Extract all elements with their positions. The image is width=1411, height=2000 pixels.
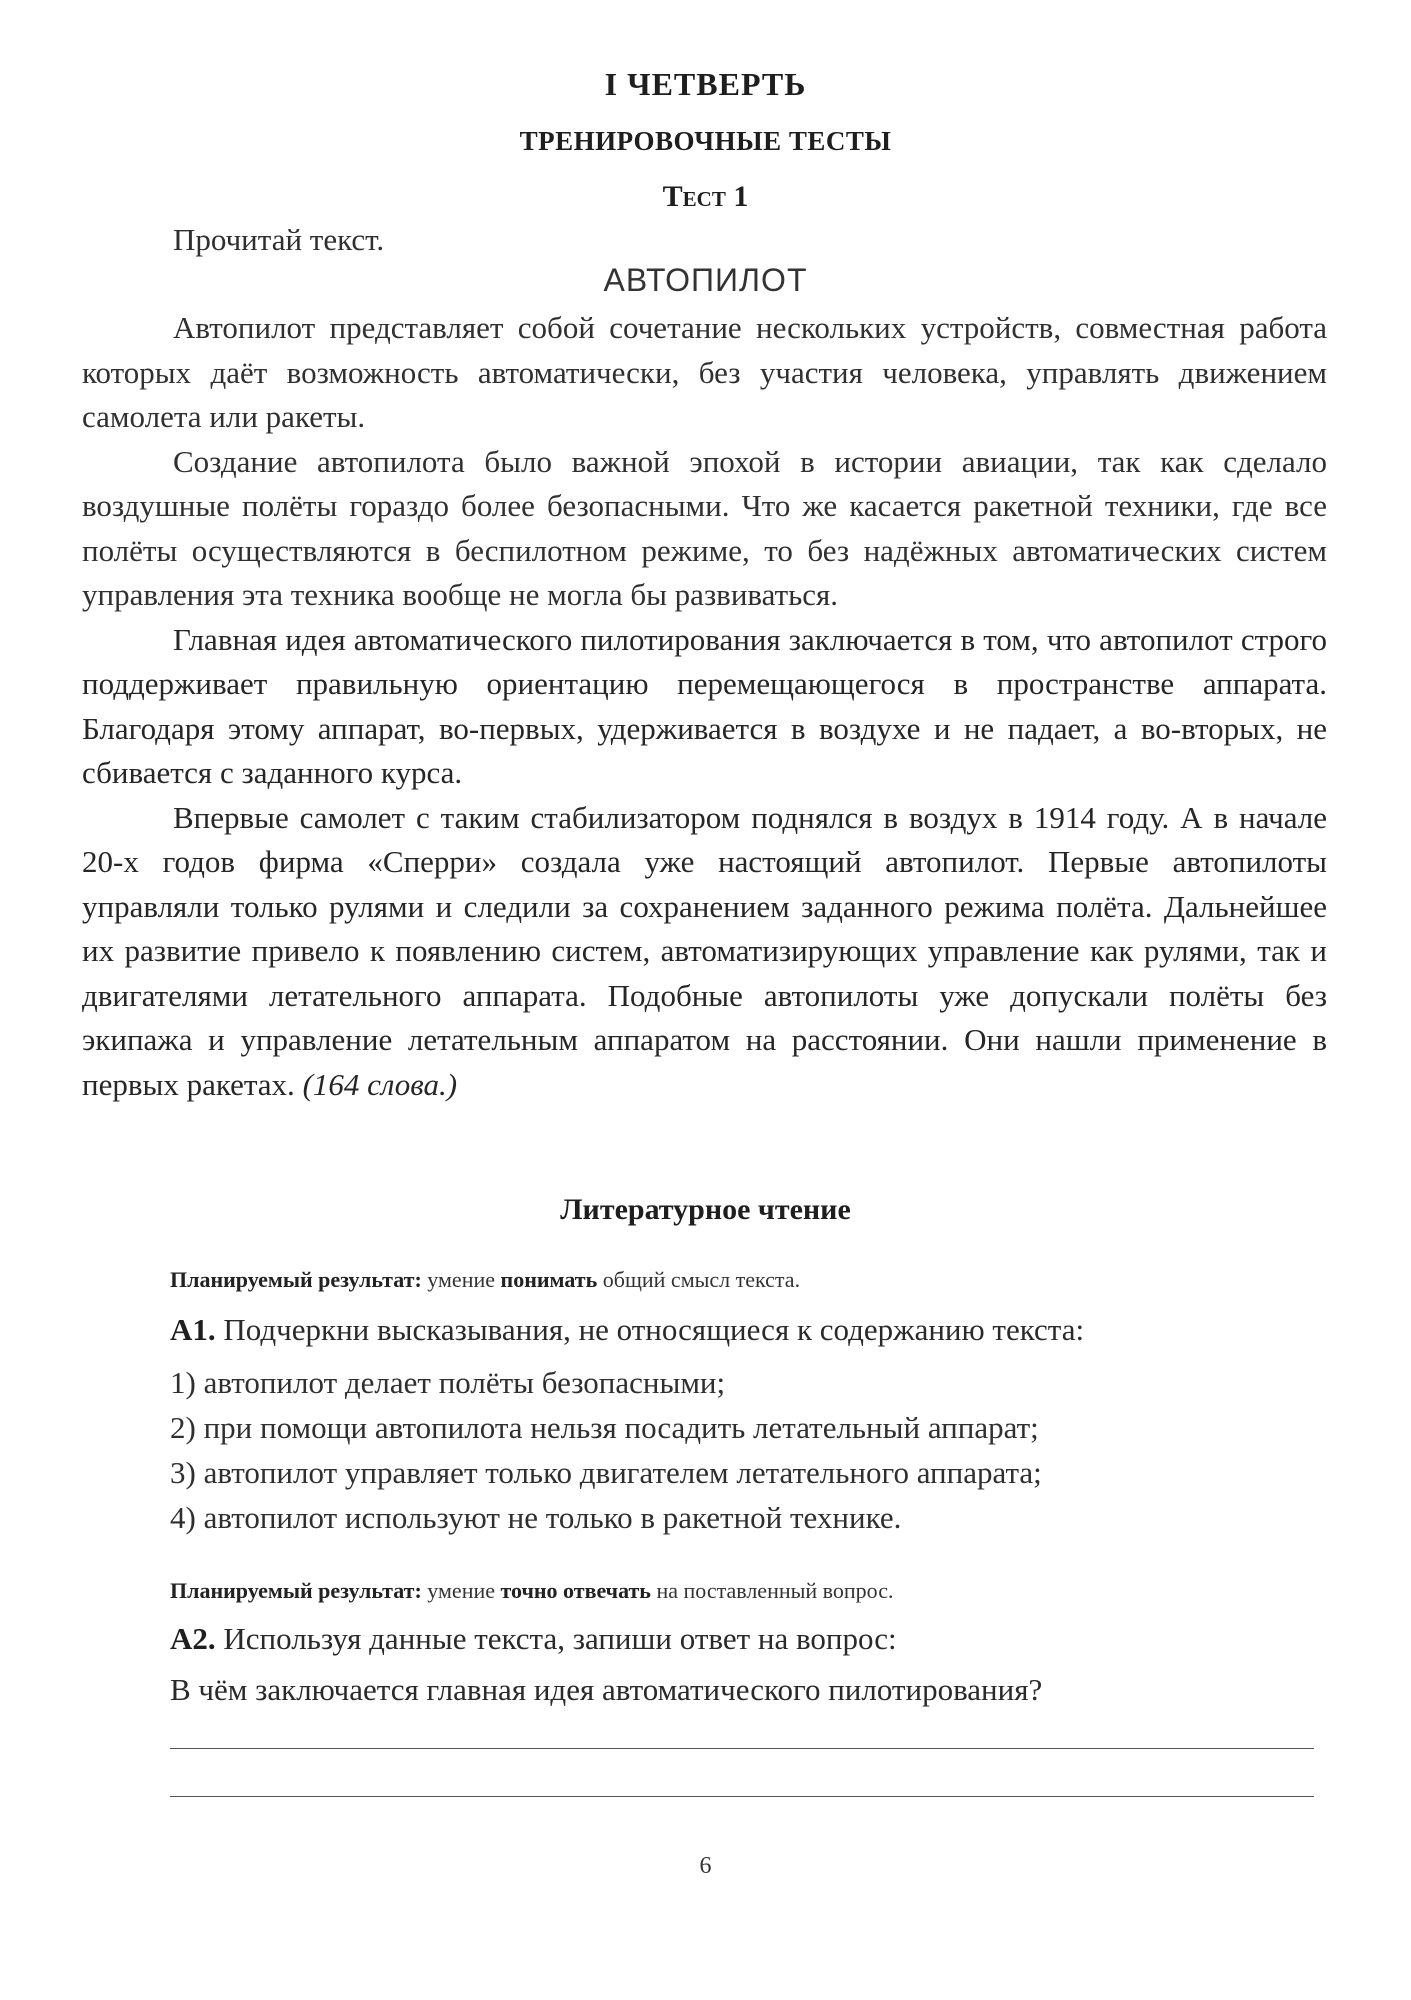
- page-number: 6: [699, 1853, 712, 1879]
- literature-section-title: Литературное чтение: [560, 1193, 851, 1226]
- planned-result-2-before: умение: [427, 1578, 496, 1603]
- answer-line-1[interactable]: [170, 1748, 1314, 1749]
- task-a1-option-1[interactable]: 1) автопилот делает полёты безопасными;: [170, 1365, 726, 1400]
- task-a1-option-3[interactable]: 3) автопилот управляет только двигателем летательного аппарата;: [170, 1455, 1042, 1490]
- article-text: [82, 306, 1327, 1107]
- planned-result-2-emphasis: точно отвечать: [500, 1578, 651, 1603]
- task-a1-number: А1.: [170, 1312, 216, 1347]
- task-a1: [170, 1312, 1084, 1348]
- task-a2: [170, 1621, 897, 1657]
- article-paragraph-1: Автопилот представляет собой сочетание нескольких устройств, совместная работа которых даёт возможность автоматически, без участия человека, управлять движением самолета или ракеты.: [82, 310, 1327, 434]
- task-a1-option-2[interactable]: 2) при помощи автопилота нельзя посадить летательный аппарат;: [170, 1410, 1039, 1445]
- planned-result-1-label: Планируемый результат:: [170, 1267, 422, 1292]
- task-a2-text: Используя данные текста, запиши ответ на вопрос:: [223, 1621, 897, 1656]
- task-a1-text: Подчеркни высказывания, не относящиеся к содержанию текста:: [223, 1312, 1085, 1347]
- planned-result-1-before: умение: [427, 1267, 496, 1292]
- planned-result-2: [170, 1578, 894, 1604]
- article-paragraph-2: Создание автопилота было важной эпохой в истории авиации, так как сделало воздушные полёты гораздо более безопасными. Что же касается ракетной техники, где все полёты осуществляются в беспилотном режиме, то без надёжных автоматических систем управления эта техника вообще не могла бы развиваться.: [82, 443, 1327, 612]
- word-count: (164 слова.): [302, 1066, 458, 1102]
- task-a2-number: А2.: [170, 1621, 216, 1656]
- task-a1-option-4[interactable]: 4) автопилот используют не только в ракетной технике.: [170, 1500, 902, 1535]
- article-title: АВТОПИЛОТ: [603, 262, 808, 298]
- task-a1-options: [170, 1360, 1042, 1540]
- article-paragraph-4-text: Впервые самолет с таким стабилизатором поднялся в воздух в 1914 году. А в начале 20-х годов фирма «Сперри» создала уже настоящий автопилот. Первые автопилоты управляли только рулями и следили за сохранением заданного режима полёта. Дальнейшее их развитие привело к появлению систем, автоматизирующих управление как рулями, так и двигателями летательного аппарата. Подобные автопилоты уже допускали полёты без экипажа и управление летательным аппаратом на расстоянии. Они нашли применение в первых ракетах.: [82, 799, 1327, 1102]
- planned-result-1: [170, 1267, 800, 1293]
- article-paragraph-3: Главная идея автоматического пилотирования заключается в том, что автопилот строго поддерживает правильную ориентацию перемещающегося в пространстве аппарата. Благодаря этому аппарат, во-первых, удерживается в воздухе и не падает, а во-вторых, не сбивается с заданного курса.: [82, 621, 1327, 790]
- article-paragraph-4: [82, 796, 1327, 1108]
- quarter-title: I ЧЕТВЕРТЬ: [604, 66, 807, 102]
- planned-result-1-after: общий смысл текста.: [602, 1267, 801, 1292]
- reading-prompt: Прочитай текст.: [173, 222, 385, 257]
- section-title: ТРЕНИРОВОЧНЫЕ ТЕСТЫ: [519, 126, 892, 156]
- planned-result-2-label: Планируемый результат:: [170, 1578, 422, 1603]
- task-a2-question: В чём заключается главная идея автоматического пилотирования?: [170, 1672, 1043, 1707]
- planned-result-2-after: на поставленный вопрос.: [656, 1578, 894, 1603]
- answer-line-2[interactable]: [170, 1796, 1314, 1797]
- test-title: Тест 1: [662, 180, 749, 213]
- planned-result-1-emphasis: понимать: [500, 1267, 598, 1292]
